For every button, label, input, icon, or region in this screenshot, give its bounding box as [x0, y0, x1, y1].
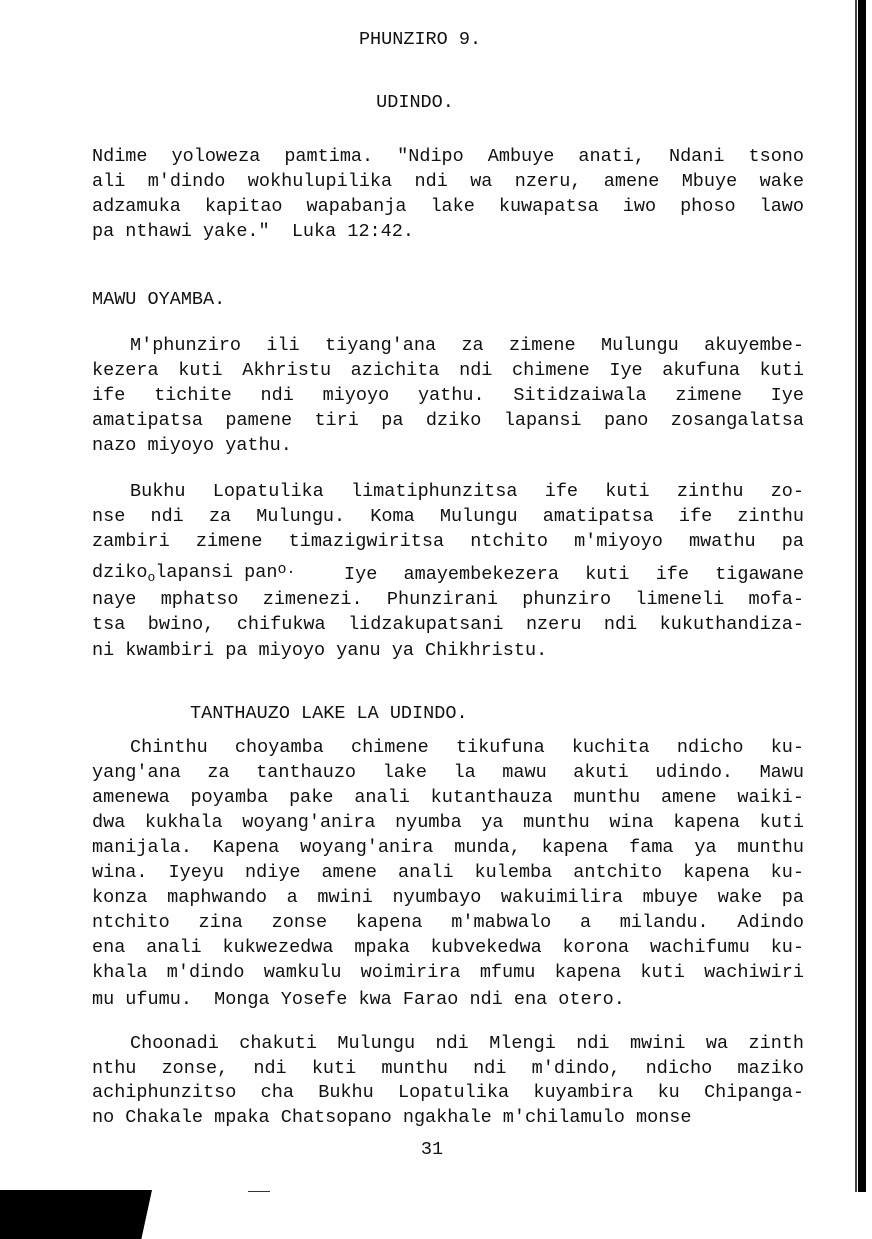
paragraph-line: ena anali kukwezedwa mpaka kubvekedwa korona wachifumu ku-: [92, 937, 804, 958]
scan-mark: [248, 1191, 270, 1192]
paragraph-line: nthu zonse, ndi kuti munthu ndi m'dindo, ndicho maziko: [92, 1058, 804, 1079]
text-fragment: o: [147, 570, 156, 585]
paragraph-line: naye mphatso zimenezi. Phunzirani phunziro limeneli mofa-: [92, 589, 804, 610]
paragraph-line: ife tichite ndi miyoyo yathu. Sitidzaiwala zimene Iye: [92, 385, 804, 406]
paragraph-line: mu ufumu. Monga Yosefe kwa Farao ndi ena otero.: [92, 989, 625, 1010]
paragraph-line: Choonadi chakuti Mulungu ndi Mlengi ndi mwini wa zinth: [130, 1033, 804, 1054]
text-fragment: dziko: [92, 562, 148, 583]
paragraph-line: wina. Iyeyu ndiye amene anali kulemba antchito kapena ku-: [92, 862, 804, 883]
paragraph-line: M'phunziro ili tiyang'ana za zimene Mulungu akuyembe-: [130, 335, 804, 356]
paragraph-line: [92, 559, 295, 589]
section-heading: MAWU OYAMBA.: [92, 289, 226, 310]
page-number: 31: [420, 1139, 444, 1160]
paragraph-line: Chinthu choyamba chimene tikufuna kuchita ndicho ku-: [130, 737, 804, 758]
paragraph-line: nazo miyoyo yathu.: [92, 435, 292, 456]
paragraph-line: ali m'dindo wokhulupilika ndi wa nzeru, amene Mbuye wake: [92, 171, 804, 192]
paragraph-line: no Chakale mpaka Chatsopano ngakhale m'chilamulo monse: [92, 1107, 692, 1128]
paragraph-line: khala m'dindo wamkulu woimirira mfumu kapena kuti wachiwiri: [92, 962, 804, 983]
paragraph-line: achiphunzitso cha Bukhu Lopatulika kuyambira ku Chipanga-: [92, 1082, 804, 1103]
scan-edge: [855, 0, 857, 1192]
paragraph-line: zambiri zimene timazigwiritsa ntchito m'miyoyo mwathu pa: [92, 531, 804, 552]
paragraph-line: Bukhu Lopatulika limatiphunzitsa ife kuti zinthu zo-: [130, 481, 804, 502]
scan-edge-shadow: [858, 0, 866, 1192]
paragraph-line: nse ndi za Mulungu. Koma Mulungu amatipatsa ife zinthu: [92, 506, 804, 527]
paragraph-line: pa nthawi yake." Luka 12:42.: [92, 221, 414, 242]
paragraph-line: dwa kukhala woyang'anira nyumba ya munthu wina kapena kuti: [92, 812, 804, 833]
lesson-subtitle: UDINDO.: [376, 92, 454, 113]
paragraph-line: manijala. Kapena woyang'anira munda, kapena fama ya munthu: [92, 837, 804, 858]
text-fragment: lapansi pan: [155, 562, 278, 583]
paragraph-line: Ndime yoloweza pamtima. "Ndipo Ambuye anati, Ndani tsono: [92, 146, 804, 167]
text-fragment: o.: [277, 561, 296, 578]
paragraph-line: konza maphwando a mwini nyumbayo wakuimilira mbuye wake pa: [92, 887, 804, 908]
paragraph-line: Iye amayembekezera kuti ife tigawane: [344, 564, 804, 585]
paragraph-line: adzamuka kapitao wapabanja lake kuwapatsa iwo phoso lawo: [92, 196, 804, 217]
paragraph-line: amatipatsa pamene tiri pa dziko lapansi pano zosangalatsa: [92, 410, 804, 431]
lesson-title: PHUNZIRO 9.: [358, 29, 482, 50]
paragraph-line: ni kwambiri pa miyoyo yanu ya Chikhristu.: [92, 640, 548, 661]
paragraph-line: amenewa poyamba pake anali kutanthauza munthu amene waiki-: [92, 787, 804, 808]
section-heading: TANTHAUZO LAKE LA UDINDO.: [190, 703, 468, 724]
paragraph-line: ntchito zina zonse kapena m'mabwalo a milandu. Adindo: [92, 912, 804, 933]
scan-corner-shadow: [0, 1190, 152, 1239]
paragraph-line: kezera kuti Akhristu azichita ndi chimene Iye akufuna kuti: [92, 360, 804, 381]
paragraph-line: tsa bwino, chifukwa lidzakupatsani nzeru ndi kukuthandiza-: [92, 614, 804, 635]
paragraph-line: yang'ana za tanthauzo lake la mawu akuti udindo. Mawu: [92, 762, 804, 783]
